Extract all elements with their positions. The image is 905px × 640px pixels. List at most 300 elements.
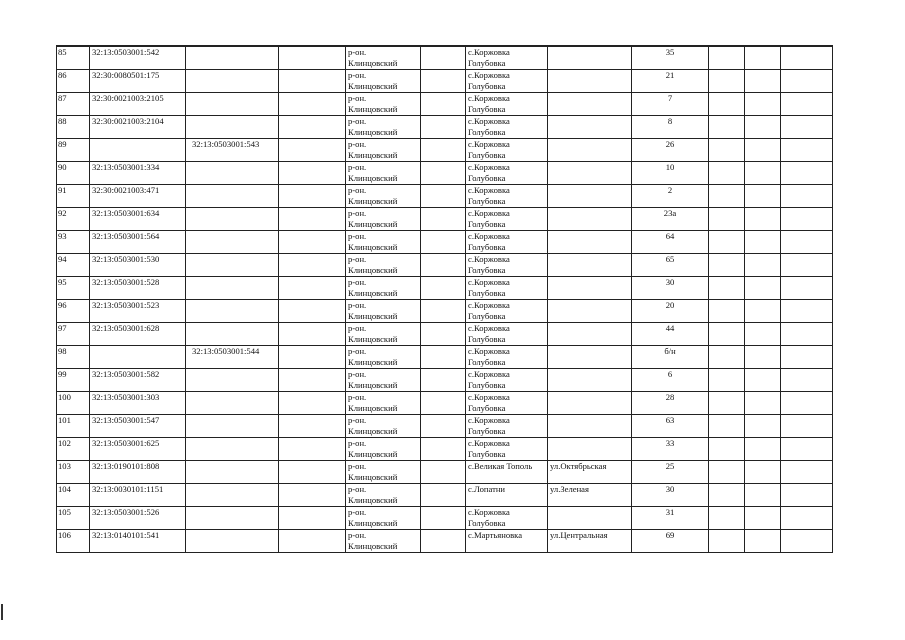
empty-cell [781,461,833,484]
empty-cell [279,231,346,254]
street-cell [548,507,632,530]
empty-cell [279,461,346,484]
cadastral-number-cell: 32:13:0503001:528 [90,277,186,300]
locality-cell [466,461,548,484]
locality-cell [466,70,548,93]
empty-cell [279,530,346,553]
empty-cell [709,185,745,208]
empty-cell [745,438,781,461]
empty-cell [781,300,833,323]
empty-cell [781,231,833,254]
empty-cell [421,461,466,484]
empty-cell [745,392,781,415]
cadastral-number-alt-cell [186,300,279,323]
row-number-cell: 104 [57,484,90,507]
empty-cell [745,139,781,162]
locality-cell [466,507,548,530]
empty-cell [279,116,346,139]
locality-cell [466,254,548,277]
district-cell [346,346,421,369]
district-line: Клинцовский [348,81,398,91]
street-cell [548,116,632,139]
locality-line: с.Коржовка [468,507,510,517]
empty-cell [709,254,745,277]
locality-line: с.Коржовка [468,70,510,80]
empty-cell [709,484,745,507]
empty-cell [421,323,466,346]
district-line: р-он. [348,116,367,126]
cadastral-number-alt-cell [186,208,279,231]
table-row [57,323,833,346]
empty-cell [745,507,781,530]
empty-cell [709,461,745,484]
locality-cell [466,93,548,116]
row-number-cell: 98 [57,346,90,369]
locality-line: Голубовка [468,403,506,413]
cadastral-number-cell [90,346,186,369]
table-row [57,185,833,208]
empty-cell [781,415,833,438]
cadastral-number-alt-cell [186,438,279,461]
locality-line: Голубовка [468,518,506,528]
cadastral-number-cell: 32:30:0080501:175 [90,70,186,93]
locality-cell [466,46,548,70]
table-row [57,139,833,162]
locality-cell [466,530,548,553]
house-number-cell: 7 [632,93,709,116]
empty-cell [709,507,745,530]
empty-cell [781,46,833,70]
empty-cell [781,254,833,277]
cadastral-number-cell: 32:13:0503001:523 [90,300,186,323]
district-line: р-он. [348,484,367,494]
cadastral-number-alt-cell [186,507,279,530]
house-number-cell: 33 [632,438,709,461]
district-cell [346,369,421,392]
street-cell [548,300,632,323]
district-line: р-он. [348,254,367,264]
district-cell [346,461,421,484]
house-number-cell: 64 [632,231,709,254]
street-cell: ул.Центральная [548,530,632,553]
empty-cell [279,46,346,70]
empty-cell [421,185,466,208]
empty-cell [709,277,745,300]
locality-line: Голубовка [468,150,506,160]
empty-cell [745,185,781,208]
empty-cell [781,139,833,162]
cadastral-number-alt-cell [186,46,279,70]
locality-line: с.Коржовка [468,300,510,310]
locality-line: Голубовка [468,219,506,229]
empty-cell [745,116,781,139]
row-number-cell: 102 [57,438,90,461]
locality-line: Голубовка [468,173,506,183]
locality-line: Голубовка [468,81,506,91]
empty-cell [745,415,781,438]
empty-cell [709,162,745,185]
district-line: р-он. [348,277,367,287]
empty-cell [421,208,466,231]
empty-cell [421,162,466,185]
district-line: р-он. [348,461,367,471]
district-line: р-он. [348,392,367,402]
locality-cell [466,277,548,300]
locality-cell [466,346,548,369]
table-row [57,484,833,507]
locality-cell [466,208,548,231]
empty-cell [709,300,745,323]
district-cell [346,323,421,346]
locality-cell [466,438,548,461]
district-cell [346,46,421,70]
row-number-cell: 101 [57,415,90,438]
street-cell [548,323,632,346]
cadastral-number-alt-cell [186,369,279,392]
empty-cell [421,392,466,415]
empty-cell [709,438,745,461]
street-cell [548,415,632,438]
district-line: р-он. [348,323,367,333]
district-line: Клинцовский [348,311,398,321]
empty-cell [745,46,781,70]
empty-cell [279,93,346,116]
row-number-cell: 90 [57,162,90,185]
street-cell [548,346,632,369]
district-cell [346,70,421,93]
cadastral-number-cell: 32:13:0503001:634 [90,208,186,231]
cadastral-number-alt-cell [186,70,279,93]
locality-line: с.Коржовка [468,139,510,149]
locality-line: с.Коржовка [468,47,510,57]
street-cell [548,231,632,254]
cadastral-number-cell: 32:13:0503001:628 [90,323,186,346]
table-row [57,461,833,484]
street-cell [548,392,632,415]
locality-line: Голубовка [468,380,506,390]
locality-line: с.Коржовка [468,231,510,241]
district-cell [346,208,421,231]
empty-cell [745,323,781,346]
empty-cell [709,415,745,438]
locality-line: с.Коржовка [468,323,510,333]
empty-cell [421,438,466,461]
district-line: Клинцовский [348,449,398,459]
locality-line: Голубовка [468,288,506,298]
table-row [57,392,833,415]
district-line: р-он. [348,162,367,172]
empty-cell [781,93,833,116]
district-line: Клинцовский [348,173,398,183]
empty-cell [781,507,833,530]
street-cell [548,70,632,93]
house-number-cell: 69 [632,530,709,553]
empty-cell [279,139,346,162]
district-cell [346,415,421,438]
district-cell [346,93,421,116]
cadastral-number-alt-cell [186,116,279,139]
locality-cell [466,185,548,208]
row-number-cell: 96 [57,300,90,323]
row-number-cell: 86 [57,70,90,93]
locality-line: Голубовка [468,196,506,206]
empty-cell [709,139,745,162]
district-line: р-он. [348,438,367,448]
house-number-cell: 63 [632,415,709,438]
street-cell [548,277,632,300]
row-number-cell: 87 [57,93,90,116]
locality-cell [466,139,548,162]
locality-line: Голубовка [468,242,506,252]
row-number-cell: 105 [57,507,90,530]
empty-cell [745,208,781,231]
house-number-cell: 30 [632,277,709,300]
empty-cell [781,185,833,208]
empty-cell [745,530,781,553]
locality-cell [466,392,548,415]
scan-edge-mark [1,604,3,620]
empty-cell [421,70,466,93]
table-row [57,530,833,553]
empty-cell [781,162,833,185]
empty-cell [421,369,466,392]
district-cell [346,392,421,415]
house-number-cell: 30 [632,484,709,507]
house-number-cell: 35 [632,46,709,70]
row-number-cell: 97 [57,323,90,346]
house-number-cell: 44 [632,323,709,346]
empty-cell [421,139,466,162]
empty-cell [781,530,833,553]
district-line: р-он. [348,507,367,517]
locality-line: Голубовка [468,104,506,114]
district-cell [346,162,421,185]
empty-cell [279,415,346,438]
cadastral-number-cell: 32:13:0503001:530 [90,254,186,277]
table-row [57,162,833,185]
table-row [57,346,833,369]
row-number-cell: 94 [57,254,90,277]
table-row [57,300,833,323]
table-row [57,208,833,231]
district-line: Клинцовский [348,426,398,436]
row-number-cell: 100 [57,392,90,415]
table-row [57,116,833,139]
row-number-cell: 92 [57,208,90,231]
locality-cell [466,415,548,438]
empty-cell [781,70,833,93]
empty-cell [745,162,781,185]
district-cell [346,530,421,553]
cadastral-number-alt-cell [186,484,279,507]
locality-line: Голубовка [468,449,506,459]
empty-cell [421,300,466,323]
street-cell [548,254,632,277]
district-line: Клинцовский [348,265,398,275]
district-cell [346,116,421,139]
street-cell [548,438,632,461]
locality-line: Голубовка [468,127,506,137]
empty-cell [421,346,466,369]
cadastral-number-alt-cell [186,461,279,484]
cadastral-number-cell [90,139,186,162]
locality-line: с.Коржовка [468,254,510,264]
empty-cell [279,484,346,507]
cadastral-number-cell: 32:13:0503001:564 [90,231,186,254]
empty-cell [745,254,781,277]
district-line: Клинцовский [348,357,398,367]
cadastral-number-alt-cell [186,530,279,553]
cadastral-number-cell: 32:13:0503001:542 [90,46,186,70]
empty-cell [781,369,833,392]
empty-cell [709,208,745,231]
row-number-cell: 95 [57,277,90,300]
district-line: р-он. [348,300,367,310]
empty-cell [279,254,346,277]
empty-cell [279,300,346,323]
house-number-cell: 2 [632,185,709,208]
house-number-cell: 23а [632,208,709,231]
empty-cell [781,116,833,139]
empty-cell [279,392,346,415]
empty-cell [279,346,346,369]
cadastral-number-alt-cell [186,254,279,277]
district-cell [346,254,421,277]
house-number-cell: б/н [632,346,709,369]
empty-cell [745,93,781,116]
district-line: р-он. [348,208,367,218]
empty-cell [745,70,781,93]
locality-line: с.Коржовка [468,415,510,425]
empty-cell [421,93,466,116]
empty-cell [421,231,466,254]
table-row [57,507,833,530]
district-line: Клинцовский [348,242,398,252]
street-cell: ул.Октябрьская [548,461,632,484]
empty-cell [781,208,833,231]
empty-cell [421,507,466,530]
empty-cell [709,70,745,93]
empty-cell [781,438,833,461]
locality-line: Голубовка [468,357,506,367]
table-row [57,46,833,70]
empty-cell [745,277,781,300]
street-cell [548,162,632,185]
cadastral-number-cell: 32:13:0503001:547 [90,415,186,438]
empty-cell [279,323,346,346]
empty-cell [709,93,745,116]
locality-line: с.Мартьяновка [468,530,523,540]
locality-line: Голубовка [468,265,506,275]
cadastral-number-alt-cell [186,93,279,116]
cadastral-number-alt-cell [186,185,279,208]
locality-cell [466,300,548,323]
district-line: Клинцовский [348,403,398,413]
cadastral-number-alt-cell: 32:13:0503001:544 [186,346,279,369]
house-number-cell: 25 [632,461,709,484]
cadastral-number-cell: 32:13:0503001:625 [90,438,186,461]
empty-cell [279,507,346,530]
locality-cell [466,231,548,254]
empty-cell [279,369,346,392]
district-line: р-он. [348,70,367,80]
district-cell [346,277,421,300]
empty-cell [781,392,833,415]
street-cell [548,93,632,116]
empty-cell [709,116,745,139]
district-cell [346,300,421,323]
row-number-cell: 106 [57,530,90,553]
street-cell [548,46,632,70]
house-number-cell: 20 [632,300,709,323]
district-line: Клинцовский [348,127,398,137]
empty-cell [745,484,781,507]
district-line: р-он. [348,231,367,241]
district-line: Клинцовский [348,495,398,505]
locality-line: с.Коржовка [468,185,510,195]
table-row [57,438,833,461]
empty-cell [781,277,833,300]
street-cell [548,208,632,231]
cadastral-number-alt-cell [186,277,279,300]
cadastral-number-cell: 32:13:0030101:1151 [90,484,186,507]
district-cell [346,484,421,507]
cadastral-number-cell: 32:13:0503001:334 [90,162,186,185]
street-cell: ул.Зеленая [548,484,632,507]
locality-cell [466,162,548,185]
locality-line: с.Коржовка [468,277,510,287]
empty-cell [421,415,466,438]
row-number-cell: 85 [57,46,90,70]
locality-cell [466,116,548,139]
empty-cell [745,461,781,484]
table-row [57,231,833,254]
land-plots-table [56,45,833,553]
table-row [57,277,833,300]
district-line: Клинцовский [348,150,398,160]
locality-line: с.Коржовка [468,116,510,126]
house-number-cell: 10 [632,162,709,185]
row-number-cell: 89 [57,139,90,162]
empty-cell [781,323,833,346]
district-cell [346,507,421,530]
empty-cell [781,484,833,507]
empty-cell [709,231,745,254]
table-row [57,70,833,93]
locality-line: с.Лопатни [468,484,506,494]
locality-line: с.Коржовка [468,208,510,218]
cadastral-number-alt-cell [186,231,279,254]
empty-cell [745,231,781,254]
cadastral-number-alt-cell: 32:13:0503001:543 [186,139,279,162]
house-number-cell: 8 [632,116,709,139]
district-line: Клинцовский [348,104,398,114]
empty-cell [421,484,466,507]
empty-cell [279,185,346,208]
district-line: Клинцовский [348,472,398,482]
locality-cell [466,369,548,392]
street-cell [548,139,632,162]
district-cell [346,231,421,254]
empty-cell [709,530,745,553]
table-row [57,415,833,438]
locality-cell [466,323,548,346]
street-cell [548,185,632,208]
row-number-cell: 91 [57,185,90,208]
house-number-cell: 6 [632,369,709,392]
empty-cell [709,323,745,346]
house-number-cell: 26 [632,139,709,162]
